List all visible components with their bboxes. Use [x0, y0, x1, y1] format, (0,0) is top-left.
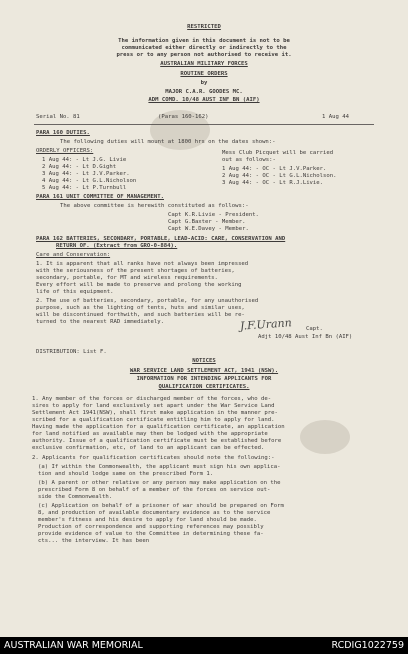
notice1-line: 1. Any member of the forces or discharged member of the forces, who de-: [32, 396, 272, 402]
paragraph-range: (Paras 160-162): [158, 114, 209, 120]
handwritten-signature: J.F.Urann: [239, 316, 293, 333]
admin-command-line: ADM COMD. 10/48 AUST INF BN (AIF): [148, 97, 260, 103]
item2-line: 2. The use of batteries, secondary, portable, for any unauthorised: [36, 298, 259, 304]
para160-title: PARA 160 DUTIES.: [36, 130, 90, 136]
by-word: by: [200, 80, 208, 86]
mess-club-text: out as follows:-: [222, 157, 276, 163]
notice2c-line: provide evidence of value to the Committee in determining these fa-: [38, 531, 264, 537]
orderly-officer-entry: 3 Aug 44: - Lt J.V.Parker.: [42, 171, 130, 177]
notice2c-line: (c) Application on behalf of a prisoner of war should be prepared on Form: [38, 503, 284, 509]
notice2c-line: cts... the interview. It has been: [38, 538, 150, 544]
notice2b-line: side the Commonwealth.: [38, 494, 113, 500]
para162-title: PARA 162 BATTERIES, SECONDARY, PORTABLE, LEAD-ACID: CARE, CONSERVATION AND: [36, 236, 286, 242]
picquet-entry: 1 Aug 44: - OC - Lt J.V.Parker.: [222, 166, 327, 172]
distribution-line: DISTRIBUTION: List F.: [36, 349, 107, 355]
item1-line: secondary, portable, for MT and wireless requirements.: [36, 275, 218, 281]
notice1-line: authority. Issue of a qualification certificate must be established before: [32, 438, 282, 444]
notice1-line: for land notified as available may then be lodged with the appropriate: [32, 431, 268, 437]
notice-title: QUALIFICATION CERTIFICATES.: [158, 384, 250, 390]
archive-footer: [0, 637, 408, 654]
notice2-line: 2. Applicants for qualification certificates should note the following:-: [32, 455, 275, 461]
item1-line: Every effort will be made to preserve and prolong the working: [36, 282, 242, 288]
item2-line: turned to the nearest RAD immediately.: [36, 319, 164, 325]
orderly-officer-entry: 2 Aug 44: - Lt D.Gight: [42, 164, 117, 170]
archive-name: AUSTRALIAN WAR MEMORIAL: [4, 640, 143, 651]
committee-member: Capt W.E.Davey - Member.: [168, 226, 249, 232]
orderly-officer-entry: 5 Aug 44: - Lt P.Turnbull: [42, 185, 127, 191]
committee-member: Capt G.Baxter - Member.: [168, 219, 246, 225]
item1-line: 1. It is apparent that all ranks have not always been impressed: [36, 261, 249, 267]
notice2c-line: member's fitness and his desire to apply for land should be made.: [38, 517, 257, 523]
notice1-line: Settlement Act 1941(NSW), shall first make application in the manner pre-: [32, 410, 278, 416]
record-id: RCDIG1022759: [331, 640, 404, 651]
notice1-line: sires to apply for land exclusively set apart under the War Service Land: [32, 403, 275, 409]
para162-title: RETURN OF. (Extract from GRO-0-884).: [56, 243, 178, 249]
orderly-officers-heading: ORDERLY OFFICERS:: [36, 148, 94, 154]
notice2a-line: (a) If within the Commonwealth, the applicant must sign his own applica-: [38, 464, 281, 470]
care-heading: Care and Conservation:: [36, 252, 111, 258]
divider: [34, 124, 374, 125]
notice2b-line: prescribed Form 8 on behalf of a member of the forces on service out-: [38, 487, 271, 493]
notices-heading: NOTICES: [192, 358, 216, 364]
classification-label: RESTRICTED: [187, 24, 221, 30]
orderly-officer-entry: 1 Aug 44: - Lt J.G. Livie: [42, 157, 127, 163]
notice-title: INFORMATION FOR INTENDING APPLICANTS FOR: [136, 376, 272, 382]
notice2c-line: Production of correspondence and supporting references may possibly: [38, 524, 264, 530]
heading-routine-orders: ROUTINE ORDERS: [180, 71, 228, 77]
para161-text: The above committee is herewith constituted as follows:-: [60, 203, 249, 209]
notice1-line: exclusive confirmation, etc, of land to an applicant can be effected.: [32, 445, 265, 451]
notice-title: WAR SERVICE LAND SETTLEMENT ACT, 1941 (NSW).: [129, 368, 279, 374]
notice1-line: scribed for a qualification certificate entitling him to apply for land.: [32, 417, 275, 423]
restriction-notice-line: press or to any person not authorised to receive it.: [116, 52, 292, 58]
notice2c-line: 8, and production of available documentary evidence as to the service: [38, 510, 271, 516]
notice2a-line: tion and should lodge same on the prescribed Form 1.: [38, 471, 214, 477]
item1-line: life of this equipment.: [36, 289, 114, 295]
restriction-notice-line: The information given in this document is not to be: [118, 38, 290, 44]
order-date: 1 Aug 44: [322, 114, 349, 120]
serial-number: Serial No. 81: [36, 114, 80, 120]
orderly-officer-entry: 4 Aug 44: - Lt G.L.Nicholson: [42, 178, 137, 184]
signatory-rank: Capt.: [306, 326, 323, 332]
para160-text: The following duties will mount at 1800 hrs on the dates shown:-: [60, 139, 276, 145]
commander-name: MAJOR C.A.R. GOODES MC.: [165, 89, 243, 95]
picquet-entry: 2 Aug 44: - OC - Lt G.L.Nicholson.: [222, 173, 337, 179]
item2-line: purpose, such as the lighting of tents, huts and similar uses,: [36, 305, 245, 311]
mess-club-text: Mess Club Picquet will be carried: [222, 150, 334, 156]
item1-line: with the seriousness of the present shortages of batteries,: [36, 268, 235, 274]
heading-military-forces: AUSTRALIAN MILITARY FORCES: [160, 61, 248, 67]
paper-stain: [300, 420, 350, 454]
notice1-line: Having made the application for a qualification certificate, an application: [32, 424, 285, 430]
picquet-entry: 3 Aug 44: - OC - Lt R.J.Livie.: [222, 180, 324, 186]
item2-line: will be discontinued forthwith, and such batteries will be re-: [36, 312, 245, 318]
signatory-unit: Adjt 10/48 Aust Inf Bn (AIF): [258, 334, 353, 340]
para161-title: PARA 161 UNIT COMMITTEE OF MANAGEMENT.: [36, 194, 164, 200]
committee-member: Capt K.R.Livie - President.: [168, 212, 259, 218]
notice2b-line: (b) A parent or other relative or any person may make application on the: [38, 480, 281, 486]
restriction-notice-line: communicated either directly or indirectly to the: [121, 45, 287, 51]
